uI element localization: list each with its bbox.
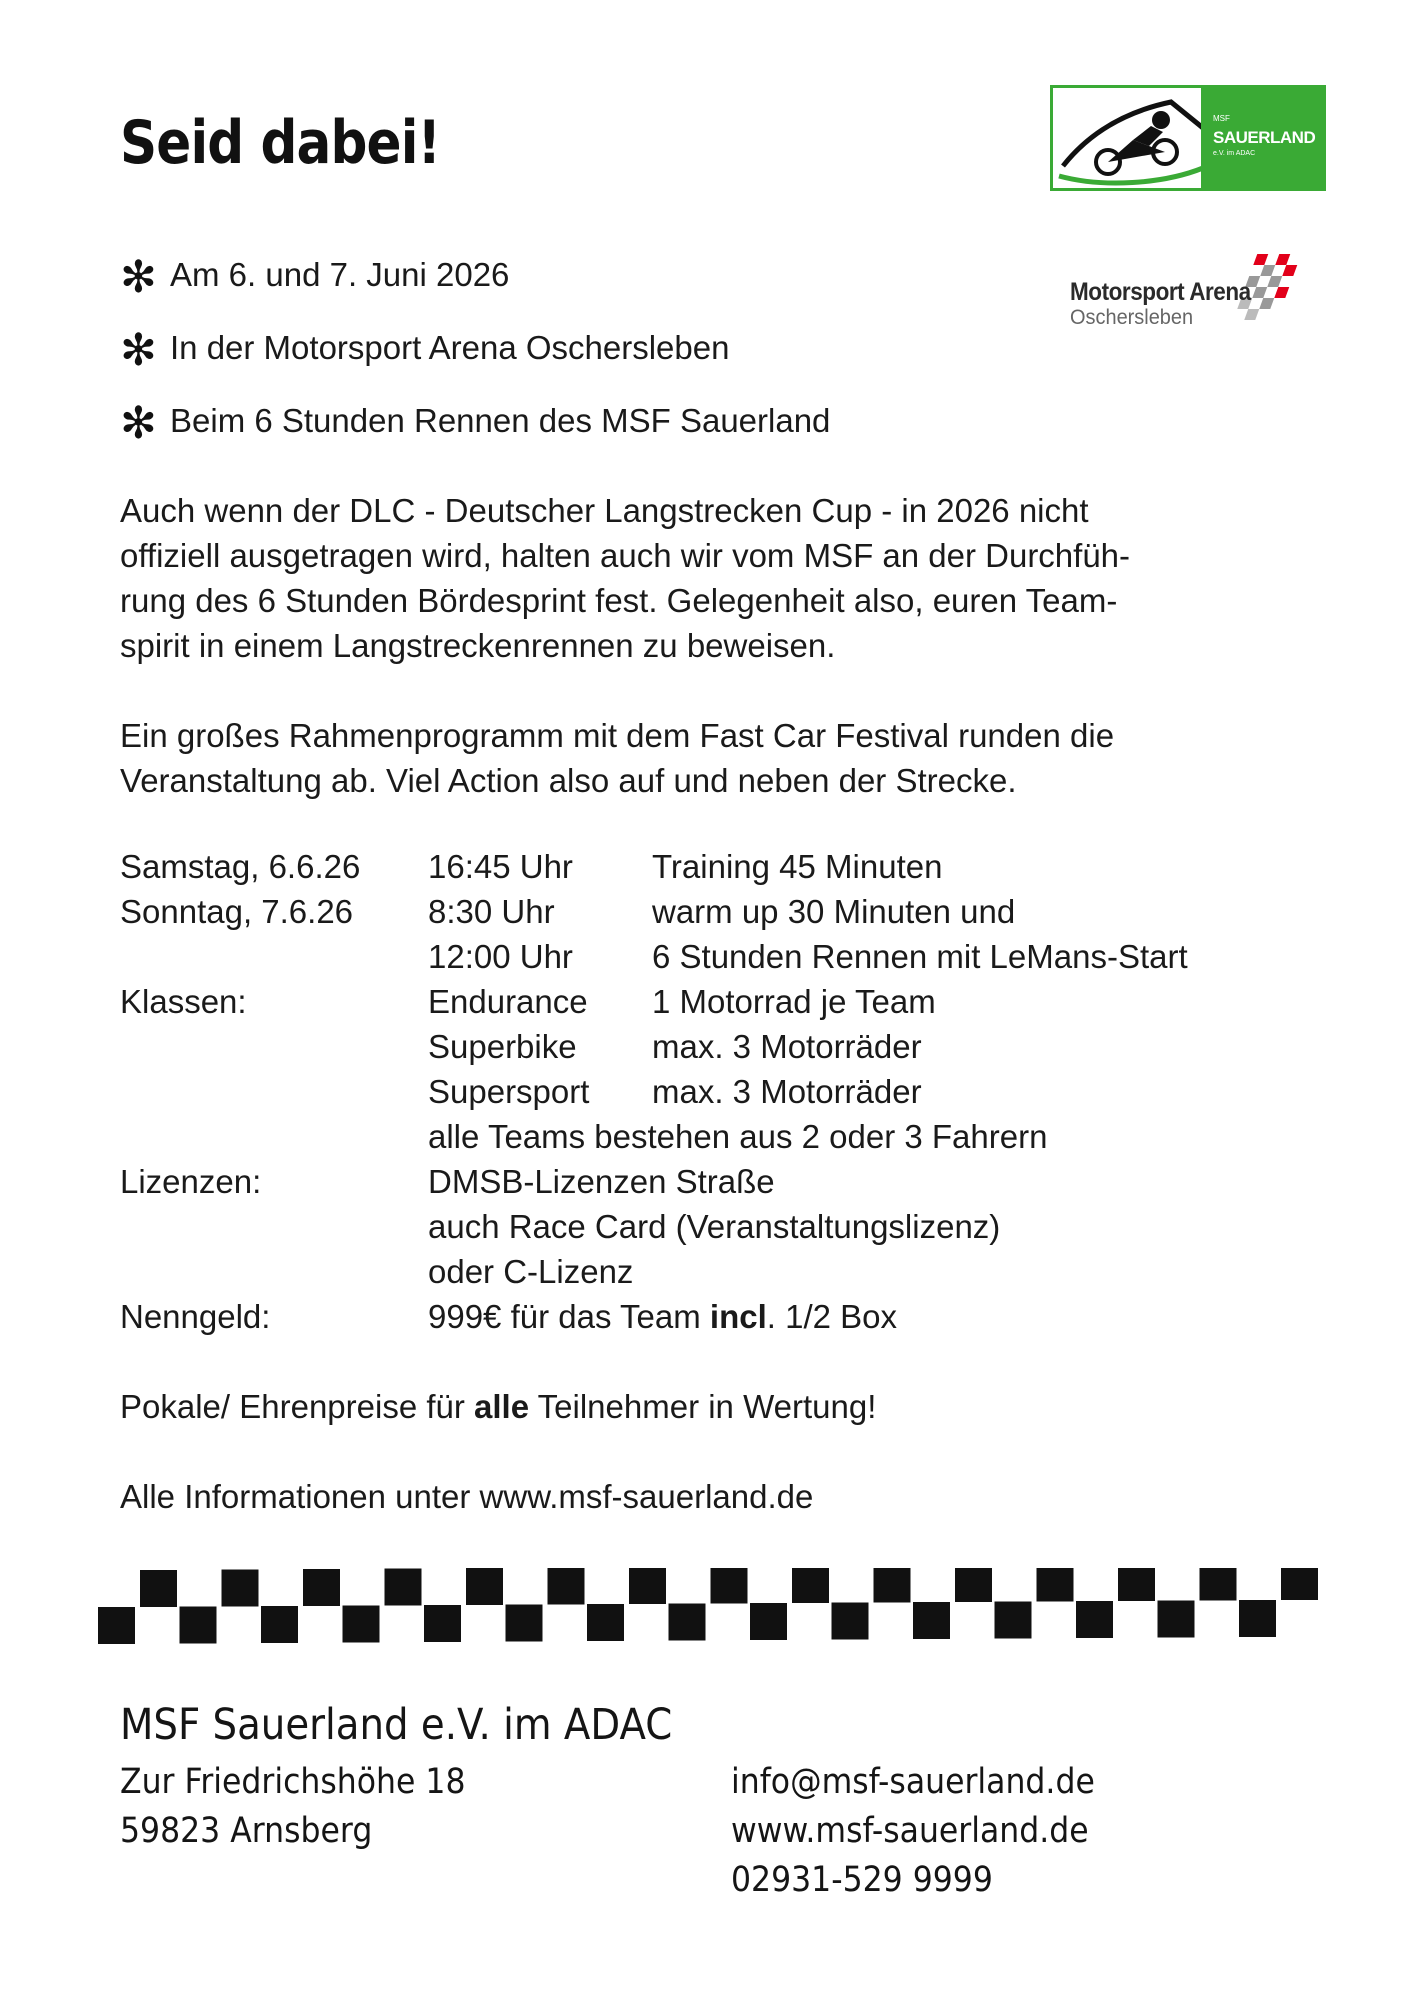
checker-square — [506, 1605, 543, 1642]
bullet-text: Beim 6 Stunden Rennen des MSF Sauerland — [170, 402, 831, 439]
arena-logo-line2: Oschersleben — [1070, 306, 1194, 329]
detail-text: oder C-Lizenz — [428, 1253, 634, 1290]
detail-text: auch Race Card (Veranstaltungslizenz) — [428, 1208, 1001, 1245]
checker-square — [955, 1568, 992, 1602]
checker-square — [1118, 1568, 1155, 1601]
checker-square — [1158, 1601, 1195, 1638]
detail-text: DMSB-Lizenzen Straße — [428, 1163, 775, 1200]
motorsport-arena-logo — [1068, 252, 1308, 334]
checker-square — [1076, 1601, 1113, 1638]
bullet-item — [120, 252, 509, 303]
contact-website[interactable]: www.msf-sauerland.de — [731, 1811, 1089, 1851]
schedule-time: 16:45 Uhr — [428, 848, 573, 885]
motorcycle-rider-icon — [1053, 88, 1205, 188]
paragraph-line: Veranstaltung ab. Viel Action also auf und neben der Strecke. — [120, 762, 1017, 799]
checker-square — [913, 1602, 950, 1639]
paragraph-line: offiziell ausgetragen wird, halten auch wir vom MSF an der Durchfüh- — [120, 537, 1131, 574]
checker-square — [1037, 1568, 1074, 1602]
checker-square — [1239, 1600, 1276, 1637]
organization-name: MSF Sauerland e.V. im ADAC — [120, 1700, 673, 1750]
schedule-label: Sonntag, 7.6.26 — [120, 893, 354, 930]
paragraph-line: rung des 6 Stunden Bördesprint fest. Gelegenheit also, euren Team- — [120, 582, 1118, 619]
class-name: Endurance — [428, 983, 588, 1020]
checker-square — [385, 1569, 422, 1606]
fee-pre: 999€ für das Team — [428, 1298, 710, 1335]
fee-text — [428, 1298, 897, 1336]
address-street: Zur Friedrichshöhe 18 — [120, 1762, 466, 1802]
checker-square — [343, 1606, 380, 1643]
paragraph-line: spirit in einem Langstreckenrennen zu beweisen. — [120, 627, 836, 664]
paragraph-line: Ein großes Rahmenprogramm mit dem Fast Car Festival runden die — [120, 717, 1115, 754]
bullet-text: In der Motorsport Arena Oschersleben — [170, 329, 730, 366]
info-text: Alle Informationen unter www.msf-sauerland.de — [120, 1478, 814, 1515]
bullet-item — [120, 325, 729, 376]
class-desc: max. 3 Motorräder — [652, 1073, 922, 1110]
arena-logo-line1: Motorsport Arena — [1070, 278, 1251, 306]
checker-square — [750, 1603, 787, 1640]
checker-square — [140, 1570, 177, 1607]
bullet-text: Am 6. und 7. Juni 2026 — [170, 256, 510, 293]
checker-square — [792, 1568, 829, 1603]
class-desc: 1 Motorrad je Team — [652, 983, 936, 1020]
checkered-strip — [98, 1568, 1320, 1650]
fee-label: Nenngeld: — [120, 1298, 271, 1335]
checker-square — [303, 1569, 340, 1606]
msf-logo-line1: MSF — [1213, 114, 1230, 123]
schedule-time: 12:00 Uhr — [428, 938, 573, 975]
bullet-item — [120, 398, 830, 449]
checker-square — [222, 1570, 259, 1607]
checker-square — [587, 1604, 624, 1641]
msf-logo-line3: e.V. im ADAC — [1213, 150, 1256, 157]
address-city: 59823 Arnsberg — [120, 1811, 373, 1851]
asterisk-icon: ✻ — [120, 399, 157, 448]
contact-email[interactable]: info@msf-sauerland.de — [731, 1762, 1095, 1802]
checker-square — [711, 1568, 748, 1604]
page-title: Seid dabei! — [120, 108, 441, 178]
checker-square — [180, 1607, 217, 1644]
class-name: Superbike — [428, 1028, 577, 1065]
fee-bold: incl — [709, 1298, 767, 1335]
checker-square — [669, 1604, 706, 1641]
checker-square — [629, 1568, 666, 1604]
msf-sauerland-logo — [1050, 85, 1326, 191]
checker-square — [995, 1602, 1032, 1639]
schedule-desc: warm up 30 Minuten und — [652, 893, 1016, 930]
contact-phone: 02931-529 9999 — [731, 1860, 993, 1900]
checker-square — [98, 1607, 135, 1644]
paragraph-line: Auch wenn der DLC - Deutscher Langstrecken Cup - in 2026 nicht — [120, 492, 1089, 529]
checker-square — [1281, 1568, 1318, 1600]
checker-square — [874, 1568, 911, 1603]
prizes-post: Teilnehmer in Wertung! — [529, 1388, 877, 1425]
checker-square — [466, 1568, 503, 1605]
checker-square — [261, 1606, 298, 1643]
fee-post: . 1/2 Box — [766, 1298, 898, 1335]
checker-square — [424, 1605, 461, 1642]
prizes-pre: Pokale/ Ehrenpreise für — [120, 1388, 475, 1425]
prizes-text — [120, 1388, 876, 1426]
asterisk-icon: ✻ — [120, 326, 157, 375]
checker-square — [548, 1568, 585, 1605]
detail-text: alle Teams bestehen aus 2 oder 3 Fahrern — [428, 1118, 1048, 1155]
classes-label: Klassen: — [120, 983, 247, 1020]
schedule-desc: Training 45 Minuten — [652, 848, 943, 885]
intro-paragraph — [120, 488, 1320, 668]
schedule-desc: 6 Stunden Rennen mit LeMans-Start — [652, 938, 1188, 975]
asterisk-icon: ✻ — [120, 253, 157, 302]
schedule-label: Samstag, 6.6.26 — [120, 848, 361, 885]
schedule-time: 8:30 Uhr — [428, 893, 555, 930]
prizes-bold: alle — [474, 1388, 530, 1425]
program-paragraph — [120, 713, 1320, 803]
checker-square — [832, 1603, 869, 1640]
class-name: Supersport — [428, 1073, 590, 1110]
class-desc: max. 3 Motorräder — [652, 1028, 922, 1065]
checker-square — [1200, 1568, 1237, 1601]
msf-logo-line2: SAUERLAND — [1213, 128, 1316, 147]
licenses-label: Lizenzen: — [120, 1163, 262, 1200]
